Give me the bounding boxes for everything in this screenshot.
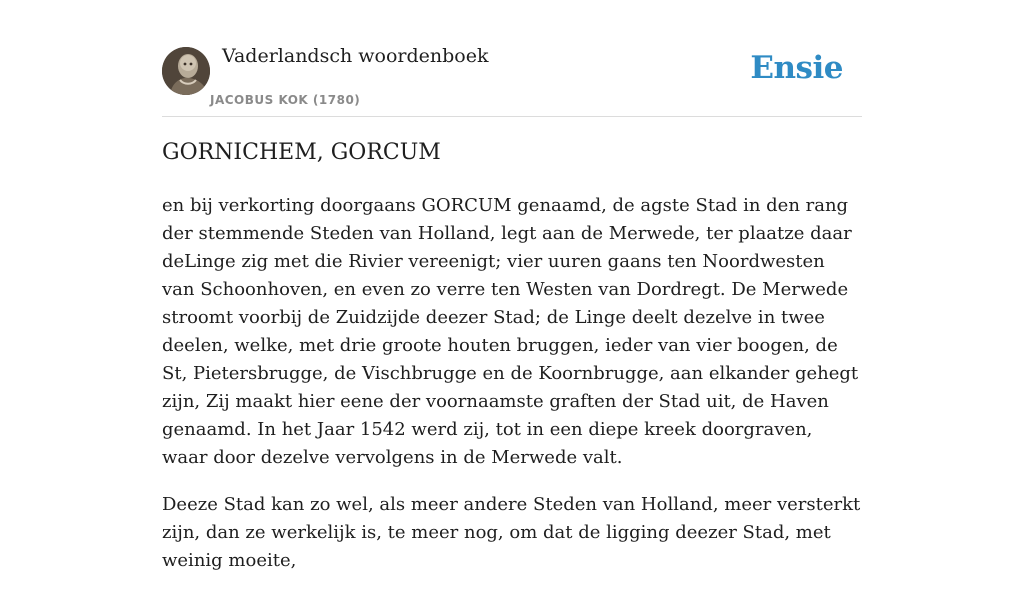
author-label: JACOBUS KOK (1780) — [210, 93, 361, 107]
header — [162, 0, 862, 117]
book-title-link[interactable]: Vaderlandsch woordenboek — [222, 45, 489, 67]
entry-paragraph: Deeze Stad kan zo wel, als meer andere Steden van Holland, meer versterkt zijn, dan ze werkelijk is, te meer nog, om dat de ligging deezer Stad, met weinig moeite, — [162, 494, 861, 571]
ensie-logo[interactable]: Ensie — [750, 50, 843, 86]
entry-paragraph: en bij verkorting doorgaans GORCUM genaamd, de agste Stad in den rang der stemmende Steden van Holland, legt aan de Merwede, ter plaatze daar deLinge zig met die Rivier vereenigt; vier uuren gaans ten Noordwesten van Schoonhoven, en even zo verre ten Westen van Dordregt. De Merwede stroomt voorbij de Zuidzijde deezer Stad; de Linge deelt dezelve in twee deelen, welke, met drie groote houten bruggen, ieder van vier boogen, de St, Pietersbrugge, de Vischbrugge en de Koornbrugge, aan elkander gehegt zijn, Zij maakt hier eene der voornaamste graften der Stad uit, de Haven genaamd. In het Jaar 1542 werd zij, tot in een diepe kreek doorgraven, waar door dezelve vervolgens in de Merwede valt. — [162, 195, 859, 468]
entry-body — [162, 192, 862, 594]
page — [162, 0, 862, 571]
entry-title: GORNICHEM, GORCUM — [162, 140, 441, 165]
author-portrait-icon — [162, 47, 210, 95]
